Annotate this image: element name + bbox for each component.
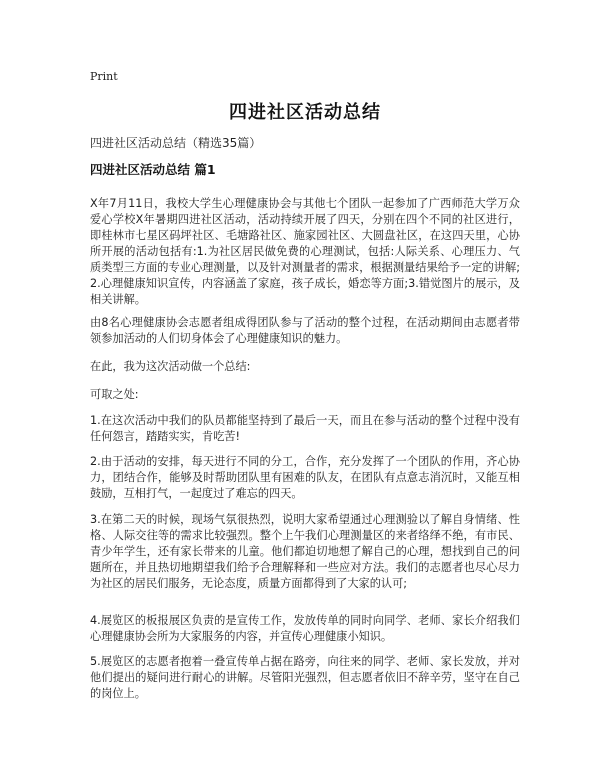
section-heading: 四进社区活动总结 篇1 <box>90 162 216 177</box>
paragraph-point-2: 2.由于活动的安排，每天进行不同的分工，合作，充分发挥了一个团队的作用，齐心协力，团结合作，能够及时帮助团队里有困难的队友，在团队有点意志消沉时，又能互相鼓励，互相打气，一起度过了难忘的四天。 <box>90 455 520 501</box>
print-link[interactable]: Print <box>90 70 118 83</box>
paragraph-point-5: 5.展览区的志愿者抱着一叠宣传单占据在路旁，向往来的同学、老师、家长发放，并对他们提出的疑问进行耐心的讲解。尽管阳光强烈，但志愿者依旧不辞辛劳，坚守在自己的岗位上。 <box>90 655 520 701</box>
paragraph-intro: X年7月11日，我校大学生心理健康协会与其他七个团队一起参加了广西师范大学万众爱心学校X年暑期四进社区活动，活动持续开展了四天，分别在四个不同的社区进行，即桂林市七星区码坪社区、毛塘路社区、施家园社区、大圆盘社区，在这四天里，心协所开展的活动包括有:1.为社区居民做免费的心理测试，包括:人际关系、心理压力、气质类型三方面的专业心理测量，以及针对测量者的需求，根据测量结果给予一定的讲解;2.心理健康知识宣传，内容涵盖了家庭，孩子成长，婚恋等方面;3.错觉图片的展示，及相关讲解。 <box>90 197 520 307</box>
paragraph-strengths-heading: 可取之处: <box>90 388 139 402</box>
paragraph-point-1: 1.在这次活动中我们的队员都能坚持到了最后一天，而且在参与活动的整个过程中没有任何怨言，踏踏实实，肯吃苦! <box>90 414 520 444</box>
document-title: 四进社区活动总结 <box>229 102 381 123</box>
document-subtitle: 四进社区活动总结（精选35篇） <box>90 136 262 150</box>
paragraph-summary-lead: 在此，我为这次活动做一个总结: <box>90 360 251 374</box>
paragraph-point-3: 3.在第二天的时候，现场气氛很热烈，说明大家希望通过心理测验以了解自身情绪、性格、人际交往等的需求比较强烈。整个上午我们心理测量区的来者络绎不绝，有市民、青少年学生，还有家长带来的儿童。他们都迫切地想了解自己的心理，想找到自己的问题所在，并且热切地期望我们给予合理解释和一些应对方法。我们的志愿者也尽心尽力为社区的居民们服务，无论态度，质量方面都得到了大家的认可; <box>90 513 520 591</box>
paragraph-team: 由8名心理健康协会志愿者组成得团队参与了活动的整个过程，在活动期间由志愿者带领参加活动的人们切身体会了心理健康知识的魅力。 <box>90 316 520 346</box>
paragraph-point-4: 4.展览区的板报展区负责的是宣传工作，发放传单的同时向同学、老师、家长介绍我们心理健康协会所为大家服务的内容，并宣传心理健康小知识。 <box>90 614 520 644</box>
